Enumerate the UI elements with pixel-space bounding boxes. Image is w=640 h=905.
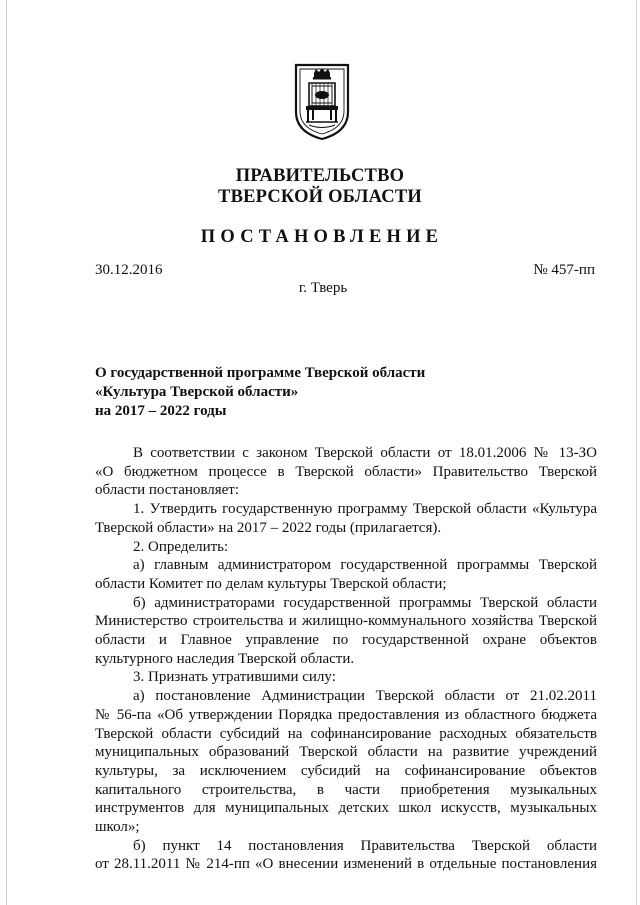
document-number: № 457-пп (533, 262, 595, 278)
page-edge-right (636, 0, 637, 905)
document-city: г. Тверь (298, 280, 348, 296)
government-name-line1: ПРАВИТЕЛЬСТВО (235, 166, 405, 186)
body-line: инструментов для муниципальных детских школ искусств, музыкальных (95, 800, 597, 817)
document-subject (95, 364, 455, 421)
body-line: Министерство строительства и жилищно-коммунального хозяйства Тверской (95, 613, 597, 630)
body-line: области Комитет по делам культуры Тверской области; (95, 575, 447, 592)
body-line: б) пункт 14 постановления Правительства Тверской области (133, 837, 597, 854)
document-type: ПОСТАНОВЛЕНИЕ (200, 227, 444, 247)
government-name-line2: ТВЕРСКОЙ ОБЛАСТИ (218, 187, 422, 207)
document-body (95, 444, 597, 874)
body-line: Тверской области» на 2017 – 2022 годы (прилагается). (95, 519, 442, 536)
body-line: 2. Определить: (133, 538, 229, 555)
body-line: № 56-па «Об утверждении Порядка предоставления из областного бюджета (95, 706, 597, 723)
document-date: 30.12.2016 (95, 262, 163, 278)
body-line: б) администраторами государственной программы Тверской области (133, 594, 597, 611)
coat-of-arms-icon (293, 62, 351, 142)
body-line: культуры, за исключением субсидий на софинансирование объектов (95, 762, 597, 779)
body-line: области постановляет: (95, 482, 240, 499)
subject-line: на 2017 – 2022 годы (95, 403, 227, 419)
body-line: а) главным администратором государственной программы Тверской (133, 557, 597, 574)
body-line: 3. Признать утратившими силу: (133, 669, 336, 686)
body-line: школ»; (95, 819, 140, 836)
body-line: а) постановление Администрации Тверской области от 21.02.2011 (133, 688, 597, 705)
subject-line: «Культура Тверской области» (95, 384, 299, 400)
body-line: области и Главное управление по государственной охране объектов (95, 632, 597, 649)
page-edge-left (6, 0, 7, 905)
body-line: от 28.11.2011 № 214-пп «О внесении изменений в отдельные постановления (95, 856, 597, 873)
body-line: муниципальных образований Тверской области на развитие учреждений (95, 744, 597, 761)
body-line: «О бюджетном процессе в Тверской области» Правительство Тверской (95, 463, 597, 480)
body-line: культурного наследия Тверской области. (95, 650, 355, 667)
body-line: Тверской области субсидий на софинансирование расходных обязательств (95, 725, 597, 742)
government-name (0, 166, 640, 208)
subject-line: О государственной программе Тверской области (95, 365, 426, 381)
body-line: В соответствии с законом Тверской области от 18.01.2006 № 13-ЗО (133, 445, 597, 461)
body-line: капитального строительства, в части приобретения музыкальных (95, 781, 597, 798)
body-line: 1. Утвердить государственную программу Тверской области «Культура (133, 501, 597, 518)
